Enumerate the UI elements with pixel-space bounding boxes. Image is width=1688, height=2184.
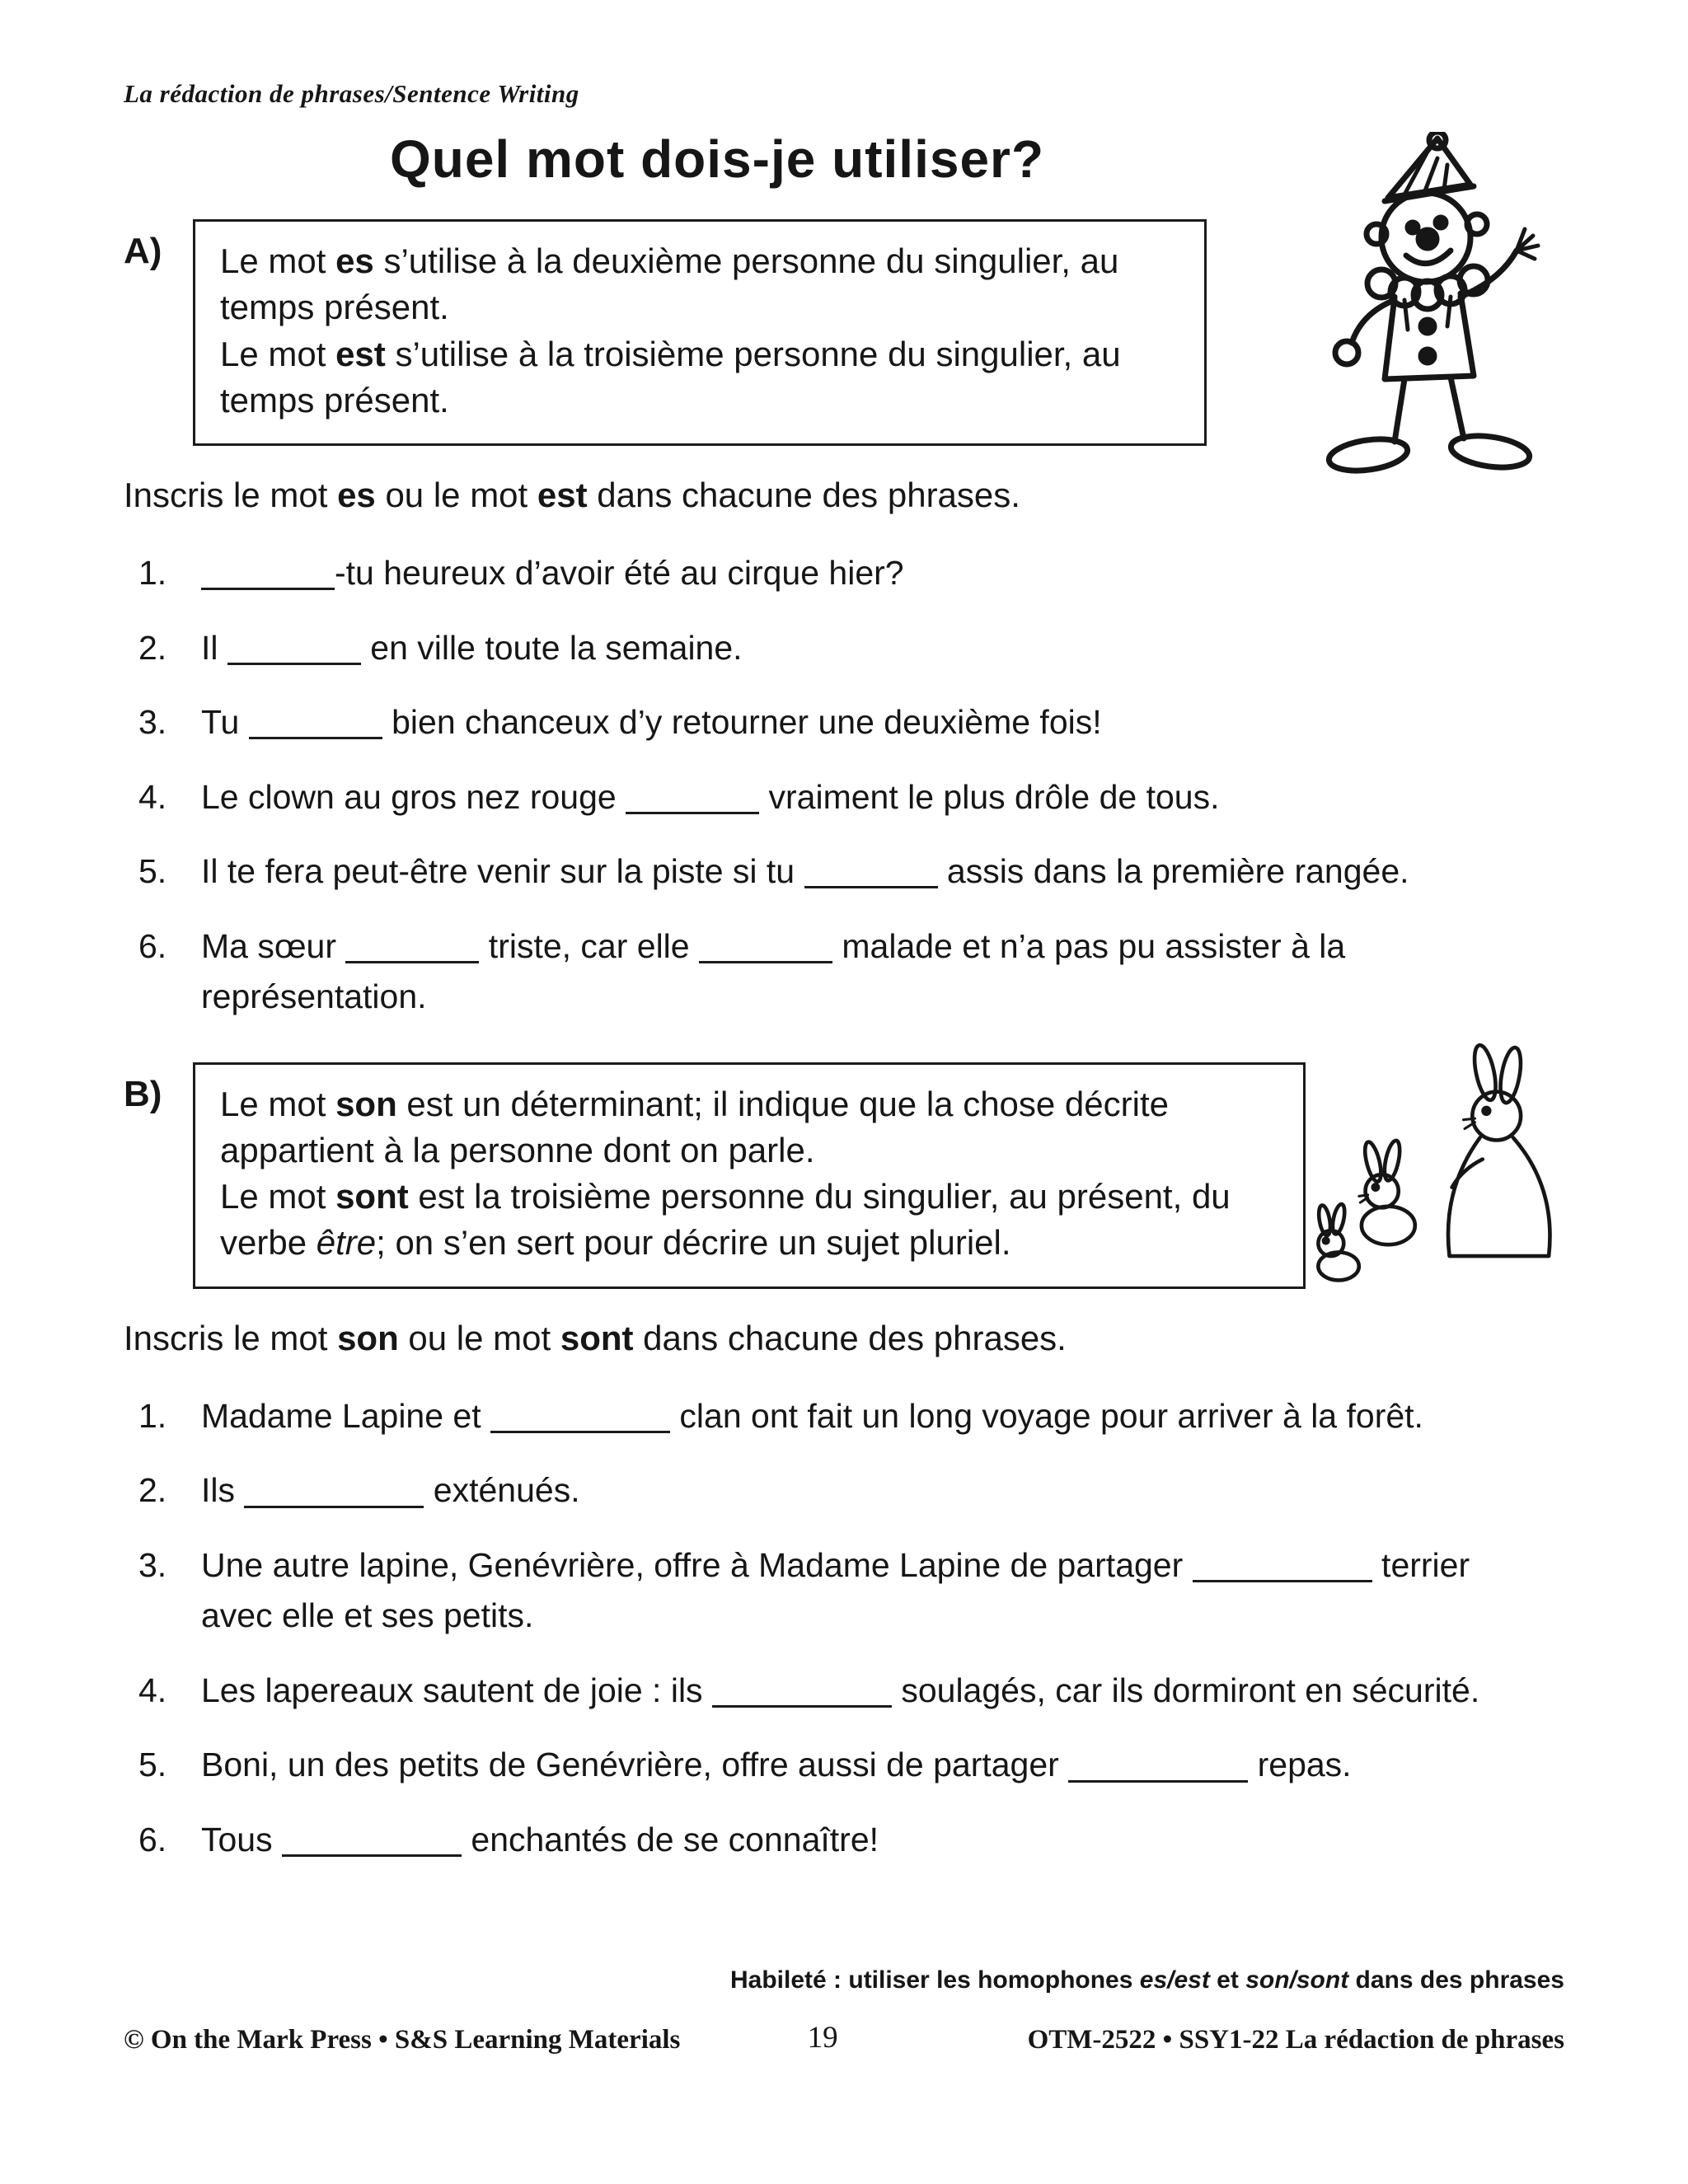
list-item: 1. -tu heureux d’avoir été au cirque hier?: [138, 548, 1564, 599]
list-item: 6. Tous enchantés de se connaître!: [138, 1815, 1564, 1866]
list-item: 4. Le clown au gros nez rouge vraiment le plus drôle de tous.: [138, 772, 1564, 823]
fill-in-blank: [490, 1397, 670, 1433]
section-b-rule-box: [193, 1062, 1306, 1289]
page-number: 19: [807, 2021, 838, 2055]
section-a-rule-box: [193, 219, 1207, 446]
fill-in-blank: [626, 778, 759, 814]
fill-in-blank: [201, 554, 335, 590]
list-item: 2. Il en ville toute la semaine.: [138, 623, 1564, 674]
list-item: 1. Madame Lapine et clan ont fait un long voyage pour arriver à la forêt.: [138, 1391, 1564, 1442]
list-item: 5. Boni, un des petits de Genévrière, offre aussi de partager repas.: [138, 1740, 1564, 1791]
rule-b-line2: Le mot sont est la troisième personne du singulier, au présent, du verbe être; on s’en sert pour décrire un sujet pluriel.: [220, 1177, 1231, 1263]
fill-in-blank: [227, 629, 361, 665]
fill-in-blank: [249, 703, 382, 739]
fill-in-blank: [699, 927, 832, 963]
list-item: 5. Il te fera peut-être venir sur la piste si tu assis dans la première rangée.: [138, 846, 1564, 898]
skill-note: Habileté : utiliser les homophones es/est et son/sont dans des phrases: [730, 1966, 1564, 1994]
clown-illustration: [1266, 132, 1596, 527]
list-item: 6. Ma sœur triste, car elle malade et n’a pas pu assister à la représentation.: [138, 921, 1564, 1023]
fill-in-blank: [1068, 1746, 1248, 1783]
item-number: 3.: [138, 1545, 167, 1584]
section-b-instruction: Inscris le mot son ou le mot sont dans chacune des phrases.: [124, 1318, 1067, 1357]
item-number: 3.: [138, 703, 167, 742]
product-code: OTM-2522 • SSY1-22 La rédaction de phrases: [1027, 2025, 1564, 2055]
item-number: 6.: [138, 1820, 167, 1858]
list-item: 3. Une autre lapine, Genévrière, offre à Madame Lapine de partager terrier avec elle et ses petits.: [138, 1540, 1564, 1642]
fill-in-blank: [345, 927, 479, 963]
page-header: La rédaction de phrases/Sentence Writing: [124, 79, 579, 108]
section-b-label: B): [124, 1073, 162, 1114]
rule-a-line1: Le mot es s’utilise à la deuxième personne du singulier, au temps présent.: [220, 241, 1119, 327]
page-footer: [124, 2018, 1564, 2055]
item-number: 4.: [138, 1671, 167, 1709]
list-item: 4. Les lapereaux sautent de joie : ils soulagés, car ils dormiront en sécurité.: [138, 1666, 1564, 1717]
item-number: 1.: [138, 1396, 167, 1435]
fill-in-blank: [804, 852, 938, 888]
item-number: 2.: [138, 628, 167, 667]
list-item: 3. Tu bien chanceux d’y retourner une deuxième fois!: [138, 697, 1564, 748]
copyright-text: © On the Mark Press • S&S Learning Materials: [124, 2025, 681, 2055]
item-number: 6.: [138, 926, 167, 965]
item-number: 5.: [138, 852, 167, 891]
section-a-list: [138, 548, 1564, 1023]
item-number: 4.: [138, 777, 167, 816]
rabbit-family-illustration: [1294, 1037, 1574, 1305]
section-a-label: A): [124, 231, 162, 271]
fill-in-blank: [1193, 1546, 1372, 1582]
rule-b-line1: Le mot son est un déterminant; il indique que la chose décrite appartient à la personne dont on parle.: [220, 1084, 1169, 1169]
rule-a-line2: Le mot est s’utilise à la troisième personne du singulier, au temps présent.: [220, 334, 1121, 419]
section-b-list: [138, 1391, 1564, 1866]
item-number: 2.: [138, 1471, 167, 1510]
page-title: Quel mot dois-je utiliser?: [389, 129, 1045, 189]
fill-in-blank: [282, 1821, 462, 1857]
fill-in-blank: [712, 1671, 892, 1708]
list-item: 2. Ils exténués.: [138, 1465, 1564, 1516]
item-number: 1.: [138, 554, 167, 593]
item-number: 5.: [138, 1746, 167, 1784]
section-a-instruction: Inscris le mot es ou le mot est dans chacune des phrases.: [124, 476, 1020, 515]
fill-in-blank: [244, 1472, 424, 1508]
